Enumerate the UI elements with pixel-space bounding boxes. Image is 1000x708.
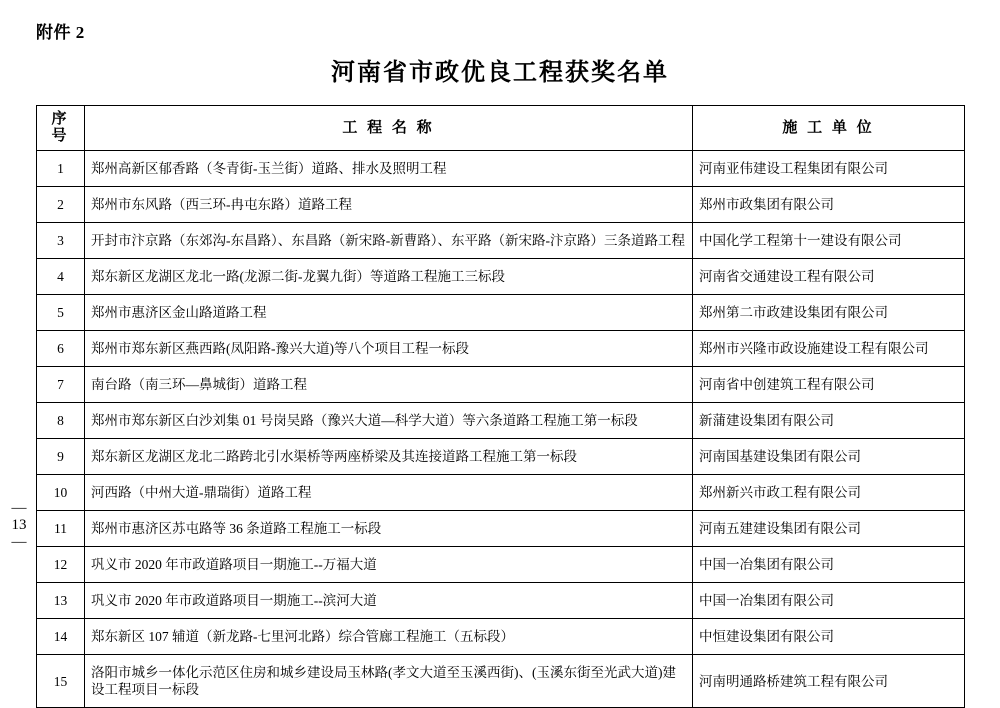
cell-project-name: 郑州市惠济区苏屯路等 36 条道路工程施工一标段	[85, 511, 693, 547]
cell-project-name: 郑州市郑东新区燕西路(凤阳路-豫兴大道)等八个项目工程一标段	[85, 331, 693, 367]
side-page-number-text: — 13 —	[11, 500, 27, 550]
cell-construction-unit: 河南五建建设集团有限公司	[693, 511, 965, 547]
cell-no: 7	[37, 367, 85, 403]
cell-construction-unit: 河南明通路桥建筑工程有限公司	[693, 655, 965, 708]
cell-construction-unit: 中国化学工程第十一建设有限公司	[693, 223, 965, 259]
table-row	[37, 511, 965, 547]
cell-construction-unit: 郑州第二市政建设集团有限公司	[693, 295, 965, 331]
table-row	[37, 475, 965, 511]
table-row	[37, 151, 965, 187]
cell-project-name: 郑州市郑东新区白沙刘集 01 号岗吴路（豫兴大道—科学大道）等六条道路工程施工第一标段	[85, 403, 693, 439]
cell-construction-unit: 河南国基建设集团有限公司	[693, 439, 965, 475]
cell-construction-unit: 中恒建设集团有限公司	[693, 619, 965, 655]
cell-no: 11	[37, 511, 85, 547]
table-header-row	[37, 106, 965, 151]
table-row	[37, 259, 965, 295]
cell-project-name: 洛阳市城乡一体化示范区住房和城乡建设局玉林路(孝文大道至玉溪西街)、(玉溪东街至光武大道)建设工程项目一标段	[85, 655, 693, 708]
cell-no: 12	[37, 547, 85, 583]
cell-construction-unit: 河南省交通建设工程有限公司	[693, 259, 965, 295]
table-row	[37, 187, 965, 223]
column-header-no: 序 号	[37, 106, 85, 151]
award-list-table	[36, 105, 965, 708]
table-row	[37, 655, 965, 708]
cell-no: 1	[37, 151, 85, 187]
cell-no: 5	[37, 295, 85, 331]
attachment-label: 附件 2	[36, 23, 85, 42]
cell-construction-unit: 新蒲建设集团有限公司	[693, 403, 965, 439]
cell-no: 13	[37, 583, 85, 619]
table-row	[37, 367, 965, 403]
cell-no: 8	[37, 403, 85, 439]
table-row	[37, 583, 965, 619]
cell-no: 2	[37, 187, 85, 223]
cell-construction-unit: 中国一冶集团有限公司	[693, 583, 965, 619]
cell-project-name: 郑东新区龙湖区龙北一路(龙源二街-龙翼九街）等道路工程施工三标段	[85, 259, 693, 295]
cell-project-name: 郑州市东风路（西三环-冉屯东路）道路工程	[85, 187, 693, 223]
cell-construction-unit: 河南亚伟建设工程集团有限公司	[693, 151, 965, 187]
table-row	[37, 403, 965, 439]
cell-no: 4	[37, 259, 85, 295]
table-row	[37, 223, 965, 259]
table-row	[37, 295, 965, 331]
table-row	[37, 439, 965, 475]
cell-no: 10	[37, 475, 85, 511]
cell-project-name: 河西路（中州大道-鼎瑞街）道路工程	[85, 475, 693, 511]
cell-no: 6	[37, 331, 85, 367]
table-row	[37, 547, 965, 583]
page-title: 河南省市政优良工程获奖名单	[331, 60, 669, 86]
cell-project-name: 郑东新区 107 辅道（新龙路-七里河北路）综合管廊工程施工（五标段）	[85, 619, 693, 655]
cell-construction-unit: 郑州市政集团有限公司	[693, 187, 965, 223]
cell-project-name: 开封市汴京路（东郊沟-东昌路）、东昌路（新宋路-新曹路）、东平路（新宋路-汴京路）三条道路工程	[85, 223, 693, 259]
table-row	[37, 331, 965, 367]
cell-no: 15	[37, 655, 85, 708]
table-row	[37, 619, 965, 655]
cell-construction-unit: 中国一冶集团有限公司	[693, 547, 965, 583]
cell-construction-unit: 郑州市兴隆市政设施建设工程有限公司	[693, 331, 965, 367]
cell-no: 14	[37, 619, 85, 655]
cell-project-name: 南台路（南三环—鼻城街）道路工程	[85, 367, 693, 403]
cell-project-name: 郑州市惠济区金山路道路工程	[85, 295, 693, 331]
cell-construction-unit: 郑州新兴市政工程有限公司	[693, 475, 965, 511]
cell-construction-unit: 河南省中创建筑工程有限公司	[693, 367, 965, 403]
column-header-construction-unit: 施 工 单 位	[693, 106, 965, 151]
cell-project-name: 郑东新区龙湖区龙北二路跨北引水渠桥等两座桥梁及其连接道路工程施工第一标段	[85, 439, 693, 475]
cell-no: 3	[37, 223, 85, 259]
side-page-number	[6, 500, 32, 551]
cell-project-name: 巩义市 2020 年市政道路项目一期施工--万福大道	[85, 547, 693, 583]
cell-no: 9	[37, 439, 85, 475]
column-header-project-name: 工 程 名 称	[85, 106, 693, 151]
cell-project-name: 郑州高新区郁香路（冬青街-玉兰街）道路、排水及照明工程	[85, 151, 693, 187]
cell-project-name: 巩义市 2020 年市政道路项目一期施工--滨河大道	[85, 583, 693, 619]
